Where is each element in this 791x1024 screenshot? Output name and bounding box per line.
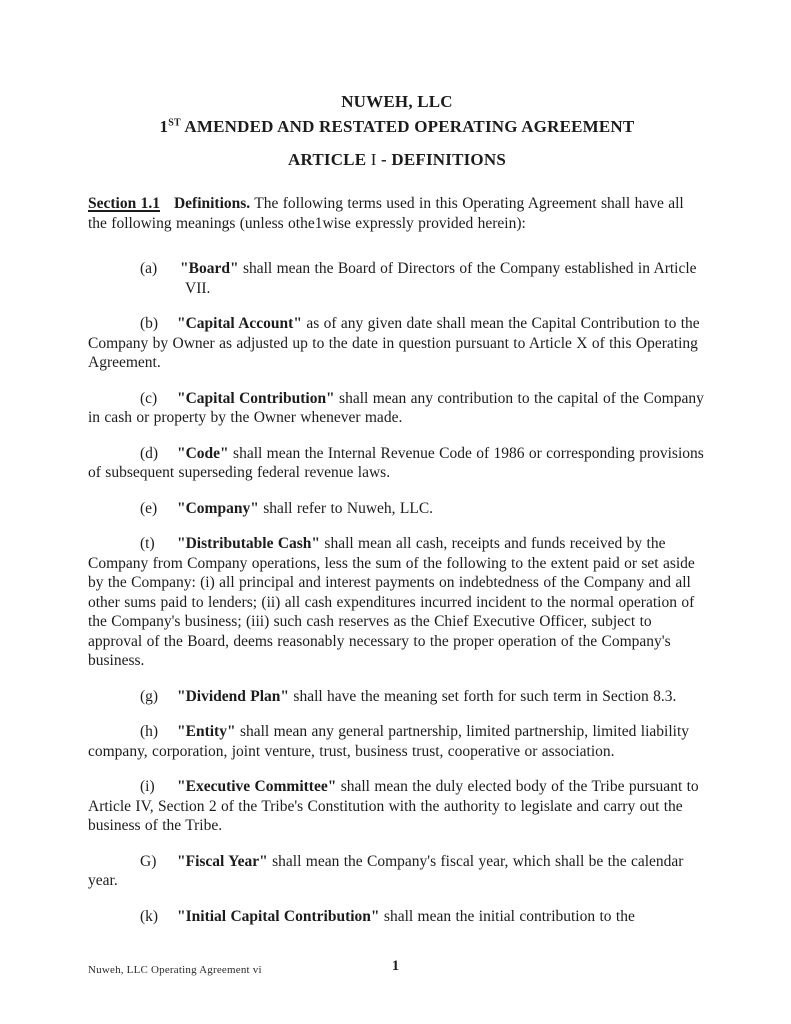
definition-item-d: [88, 444, 706, 483]
definition-item-j: [88, 852, 706, 891]
definition-marker: (t): [140, 535, 155, 552]
definition-item-f: [88, 534, 706, 671]
definition-text: shall mean the duly elected body of the Tribe pursuant to Article IV, Section 2 of the Tribe's Constitution with the authority to legislate and carry out the business of the Tribe.: [88, 778, 699, 834]
definition-term: "Company": [177, 499, 259, 517]
definition-text: shall have the meaning set forth for such term in Section 8.3.: [293, 687, 677, 705]
definition-item-a: [140, 259, 706, 298]
definition-item-g: [88, 687, 706, 707]
definition-term: "Entity": [177, 723, 236, 740]
definition-term: "Fiscal Year": [177, 852, 268, 870]
definition-term: "Executive Committee": [177, 778, 337, 795]
section-heading: Definitions.: [173, 195, 251, 212]
definition-term: "Board": [180, 260, 239, 277]
definition-term: "Initial Capital Contribution": [177, 907, 380, 925]
article-numeral: I: [370, 150, 377, 169]
definition-marker: (b): [140, 315, 159, 332]
definition-marker: (c): [140, 389, 158, 407]
definition-item-b: [88, 314, 706, 373]
definition-text: shall mean all cash, receipts and funds received by the Company from Company operations, less the sum of the following to the extent paid or set aside by the Company: (i) all principal and interest payments on indebtedness of the Company and all other sums paid to lenders; (ii) all cash expenditures incurred incident to the normal operation of the Company's business; (iii) such cash reserves as the Chief Executive Officer, subject to approval of the Board, deems reasonably necessary to the proper operation of the Company's business.: [88, 535, 695, 669]
definition-text: as of any given date shall mean the Capital Contribution to the Company by Owner as adjusted up to the date in question pursuant to Article X of this Operating Agreement.: [88, 315, 700, 371]
section-intro-paragraph: [88, 194, 706, 233]
page-footer: [0, 958, 791, 980]
agreement-title: [88, 117, 706, 137]
definition-term: "Code": [177, 444, 229, 462]
definition-marker: (d): [140, 444, 159, 462]
definition-text: shall mean any contribution to the capital of the Company in cash or property by the Owner whenever made.: [88, 389, 704, 426]
definition-text: shall mean the Company's fiscal year, which shall be the calendar year.: [88, 852, 684, 889]
definition-text: shall refer to Nuweh, LLC.: [263, 499, 434, 517]
agreement-title-ordinal: ST: [168, 117, 181, 129]
footer-document-label: Nuweh, LLC Operating Agreement vi: [88, 964, 262, 976]
definition-marker: (h): [140, 723, 159, 740]
page-number: 1: [391, 958, 400, 974]
definition-item-c: [88, 389, 706, 428]
definition-marker: (e): [140, 499, 158, 517]
definition-text: shall mean any general partnership, limited partnership, limited liability company, corporation, joint venture, trust, business trust, cooperative or association.: [88, 723, 690, 760]
definition-marker: (a): [140, 260, 158, 277]
company-name: NUWEH, LLC: [341, 92, 453, 111]
definition-term: "Distributable Cash": [177, 535, 321, 552]
definition-text: shall mean the Board of Directors of the Company established in Article VII.: [185, 260, 697, 297]
definition-marker: (i): [140, 778, 155, 795]
agreement-title-rest: AMENDED AND RESTATED OPERATING AGREEMENT: [180, 117, 635, 136]
definition-item-h: [88, 722, 706, 761]
article-rest: - DEFINITIONS: [381, 150, 506, 169]
definition-term: "Capital Account": [177, 315, 302, 332]
definition-term: "Dividend Plan": [177, 687, 290, 705]
definition-item-e: [88, 499, 706, 519]
article-word: ARTICLE: [288, 150, 367, 169]
section-label: Section 1.1: [88, 195, 160, 212]
section-intro-text: The following terms used in this Operating Agreement shall have all the following meanings (unless othe1wise expressly provided herein):: [88, 195, 684, 232]
definition-item-k: [88, 907, 706, 927]
document-content: [88, 92, 706, 942]
agreement-title-number: 1: [159, 117, 169, 136]
definition-marker: G): [140, 852, 157, 870]
definition-text: shall mean the Internal Revenue Code of 1986 or corresponding provisions of subsequent superseding federal revenue laws.: [88, 444, 704, 481]
definition-item-i: [88, 777, 706, 836]
definition-marker: (g): [140, 687, 159, 705]
definition-text: shall mean the initial contribution to the: [383, 907, 635, 925]
definition-term: "Capital Contribution": [177, 389, 335, 407]
definition-marker: (k): [140, 907, 159, 925]
article-heading: [88, 150, 706, 170]
